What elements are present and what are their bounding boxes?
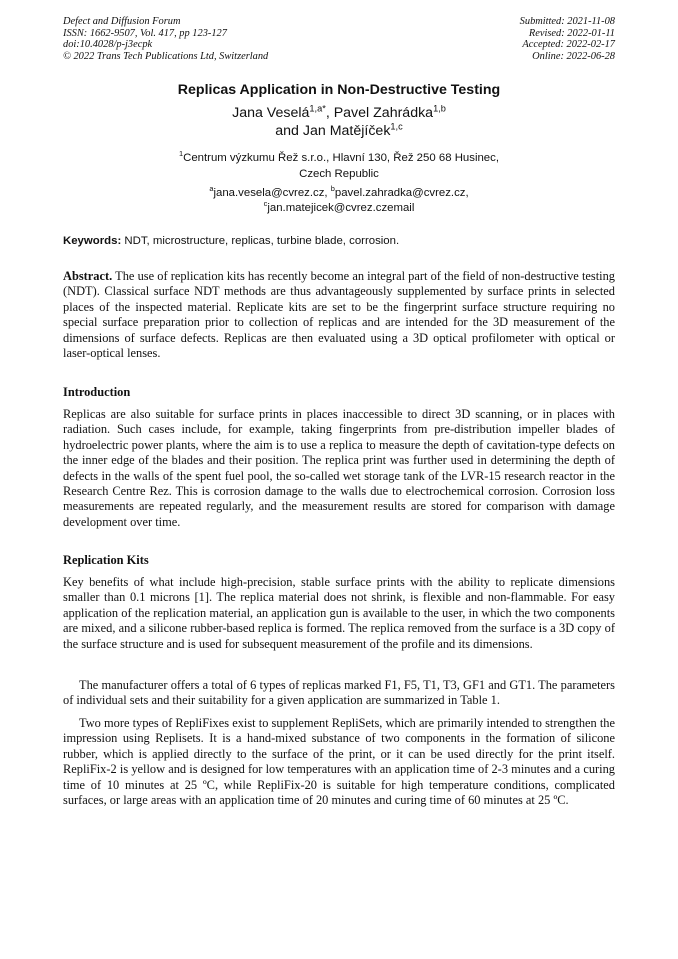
section-heading-replication-kits: Replication Kits: [63, 553, 149, 567]
author-list: [0, 104, 678, 140]
author-line-2: [0, 122, 678, 140]
replication-kits-paragraph-3: Two more types of RepliFixes exist to supplement RepliSets, which are primarily intended to strengthen the impression using Replisets. It is a hand-mixed substance of two components in the formation of silicone rubber, which is applied directly to the surface of the print, or it can be used directly for the print itself. RepliFix-2 is yellow and is designed for low temperatures with an application time of 2-3 minutes and a curing time of 10 minutes at 25 ºC, while RepliFix-20 is suitable for high temperature conditions, complicated surfaces, or large areas with an application time of 20 minutes and curing time of 60 minutes at 25 ºC.: [63, 716, 615, 808]
affiliation-mark: 1: [178, 149, 184, 159]
replication-kits-paragraph-1: Key benefits of what include high-precision, stable surface prints with the ability to replicate dimensions smaller than 0.1 microns [1]. The replica material does not shrink, is flexible and non-flammable. For easy application of the replication material, an application gun is available to the user, in which the two components are mixed, and a silicone rubber-based replica is formed. The replica removed from the surface is a 3D copy of the surface structure and is used for subsequent measurement of the profile and its dimensions.: [63, 575, 615, 651]
affiliation-line-1: [0, 150, 678, 166]
author-name: Jan Matějíček: [302, 123, 391, 139]
author-affil-mark: 1,b: [433, 103, 446, 114]
introduction-paragraph: Replicas are also suitable for surface prints in places inaccessible to direct 3D scanning, or in places with radiation. Such cases include, for example, taking fingerprints from pre-distribution impeller blades of hydroelectric power plants, where the aim is to use a replica to measure the depth of cavitation-type defects on the inner edge of the blades and their position. The replica print was further used in determining the depth of defects in the walls of the spent fuel pool, the so-called wet storage tank of the LVR-15 research reactor in the Research Centre Rez. This is corrosion damage to the walls due to electrochemical corrosion. Corrosion loss measurements are repeated regularly, and the measurement results are stored for comparison with damage development over time.: [63, 407, 615, 529]
email-link[interactable]: jana.vesela@cvrez.cz,: [213, 187, 331, 199]
date-online: Online: 2022-06-28: [532, 50, 615, 62]
email-link[interactable]: pavel.zahradka@cvrez.cz,: [334, 187, 469, 199]
email-mark: b: [330, 184, 335, 194]
author-conjunction: and: [275, 123, 303, 139]
affiliation-address: Centrum výzkumu Řež s.r.o., Hlavní 130, Řež 250 68 Husinec,: [183, 152, 500, 164]
emails-line-1: [0, 186, 678, 201]
affiliation-country: Czech Republic: [299, 168, 379, 180]
affiliation: [0, 150, 678, 182]
keywords: [63, 234, 615, 249]
date-submitted: Submitted: 2021-11-08: [519, 16, 615, 27]
author-line-1: [0, 104, 678, 122]
author-name: Jana Veselá: [232, 105, 310, 121]
keywords-label: Keywords:: [63, 235, 122, 247]
journal-info: [63, 16, 268, 62]
date-revised: Revised: 2022-01-11: [528, 27, 615, 39]
author-name: Pavel Zahrádka: [333, 105, 434, 121]
replication-kits-paragraph-2: The manufacturer offers a total of 6 types of replicas marked F1, F5, T1, T3, GF1 and GT1. The parameters of individual sets and their suitability for a given application are summarized in Table 1.: [63, 678, 615, 708]
journal-name: Defect and Diffusion Forum: [63, 16, 181, 27]
section-heading-introduction: Introduction: [63, 385, 131, 399]
abstract: [63, 269, 615, 361]
author-affil-mark: 1,a*: [309, 103, 326, 114]
journal-copyright: © 2022 Trans Tech Publications Ltd, Switzerland: [63, 50, 269, 62]
email-mark: c: [263, 199, 268, 209]
emails-line-2: [0, 201, 678, 216]
journal-issn: ISSN: 1662-9507, Vol. 417, pp 123-127: [63, 27, 227, 39]
paper-title: Replicas Application in Non-Destructive Testing: [177, 82, 501, 98]
author-emails: [0, 186, 678, 216]
email-link[interactable]: jan.matejicek@cvrez.czemail: [267, 202, 415, 214]
email-mark: a: [209, 184, 214, 194]
author-separator: ,: [325, 105, 334, 121]
keywords-text: NDT, microstructure, replicas, turbine blade, corrosion.: [121, 235, 400, 247]
abstract-text: The use of replication kits has recently become an integral part of the field of non-destructive testing (NDT). Classical surface NDT methods are thus advantageously supplemented by surface prints in selected places of the inspected material. Replicate kits are set to be the fingerprint surface structure requiring no special surface preparation prior to collection of replicas and are intended for the 3D measurement of the dimensions of surface defects. Replicas are then evaluated using a 3D optical profilometer with optical or laser-optical lenses.: [63, 269, 615, 361]
publication-dates: [520, 16, 615, 62]
abstract-label: Abstract.: [63, 269, 113, 283]
date-accepted: Accepted: 2022-02-17: [522, 39, 615, 51]
author-affil-mark: 1,c: [390, 121, 403, 132]
journal-doi: doi:10.4028/p-j3ecpk: [63, 39, 153, 51]
